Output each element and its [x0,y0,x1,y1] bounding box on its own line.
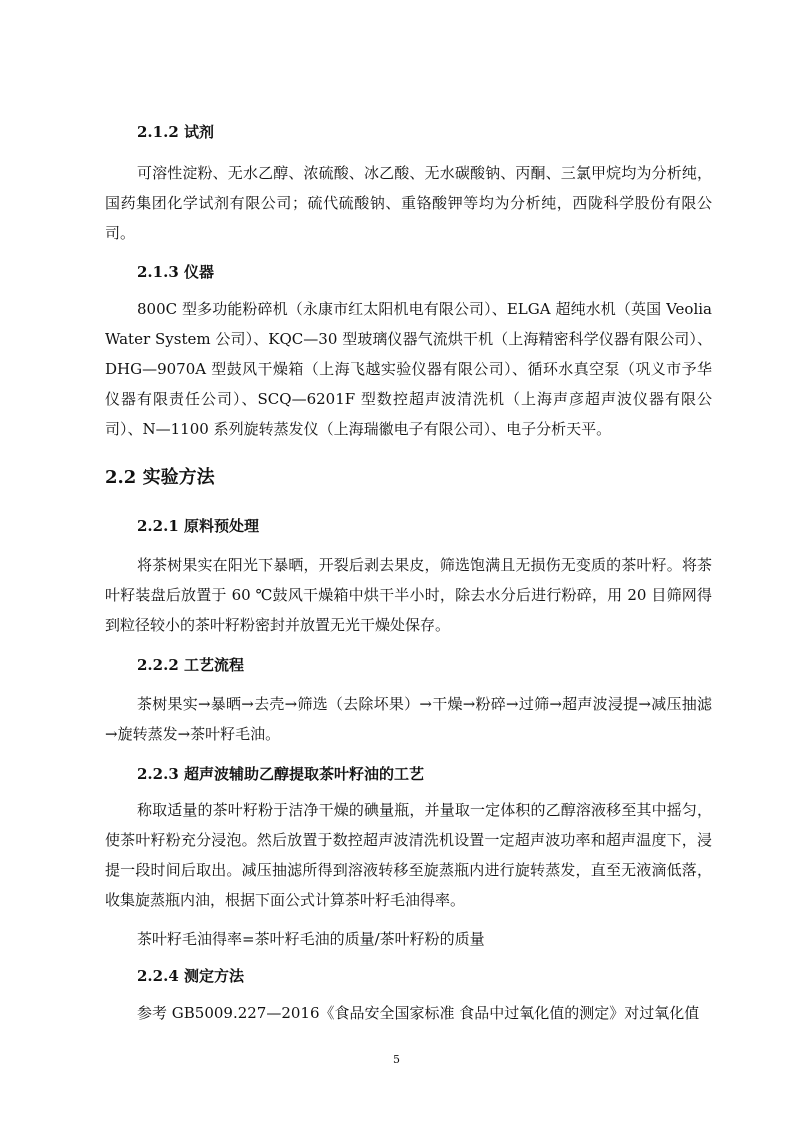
section-2-1-2-heading: 2.1.2 试剂 [137,123,214,141]
section-2-2-3-heading: 2.2.3 超声波辅助乙醇提取茶叶籽油的工艺 [137,765,424,783]
page-number: 5 [393,1053,400,1066]
section-2-1-3-paragraph: 800C 型多功能粉碎机（永康市红太阳机电有限公司）、ELGA 超纯水机（英国 Veolia Water System 公司）、KQC—30 型玻璃仪器气流烘干机（上海精密科学仪器有限公司）、DHG—9070A 型鼓风干燥箱（上海飞越实验仪器有限公司）、循环水真空泵（巩义市予华仪器有限责任公司）、SCQ—6201F 型数控超声波清洗机（上海声彦超声波仪器有限公司）、N—1100 系列旋转蒸发仪（上海瑞徽电子有限公司）、电子分析天平。 [105,300,712,438]
section-2-2-4-heading: 2.2.4 测定方法 [137,967,244,985]
section-2-2-3-paragraph: 称取适量的茶叶籽粉于洁净干燥的碘量瓶，并量取一定体积的乙醇溶液移至其中摇匀，使茶叶籽粉充分浸泡。然后放置于数控超声波清洗机设置一定超声波功率和超声温度下，浸提一段时间后取出。减压抽滤所得到溶液转移至旋蒸瓶内进行旋转蒸发，直至无液滴低落，收集旋蒸瓶内油，根据下面公式计算茶叶籽毛油得率。 [105,801,712,909]
section-2-1-2-paragraph: 可溶性淀粉、无水乙醇、浓硫酸、冰乙酸、无水碳酸钠、丙酮、三氯甲烷均为分析纯，国药集团化学试剂有限公司；硫代硫酸钠、重铬酸钾等均为分析纯，西陇科学股份有限公司。 [105,164,712,242]
section-2-2-heading: 2.2 实验方法 [105,467,215,488]
section-2-2-2-paragraph: 茶树果实→暴晒→去壳→筛选（去除坏果）→干燥→粉碎→过筛→超声波浸提→减压抽滤→旋转蒸发→茶叶籽毛油。 [105,695,712,743]
section-2-1-3-heading: 2.1.3 仪器 [137,263,214,281]
section-2-2-1-paragraph: 将茶树果实在阳光下暴晒，开裂后剥去果皮，筛选饱满且无损伤无变质的茶叶籽。将茶叶籽装盘后放置于 60 ℃鼓风干燥箱中烘干半小时，除去水分后进行粉碎，用 20 目筛网得到粒径较小的茶叶籽粉密封并放置无光干燥处保存。 [105,556,712,634]
yield-formula: 茶叶籽毛油得率=茶叶籽毛油的质量/茶叶籽粉的质量 [137,930,485,948]
section-2-2-4-paragraph: 参考 GB5009.227—2016《食品安全国家标准 食品中过氧化值的测定》对过氧化值 [137,1004,700,1022]
section-2-2-1-heading: 2.2.1 原料预处理 [137,517,259,535]
section-2-2-2-heading: 2.2.2 工艺流程 [137,656,244,674]
